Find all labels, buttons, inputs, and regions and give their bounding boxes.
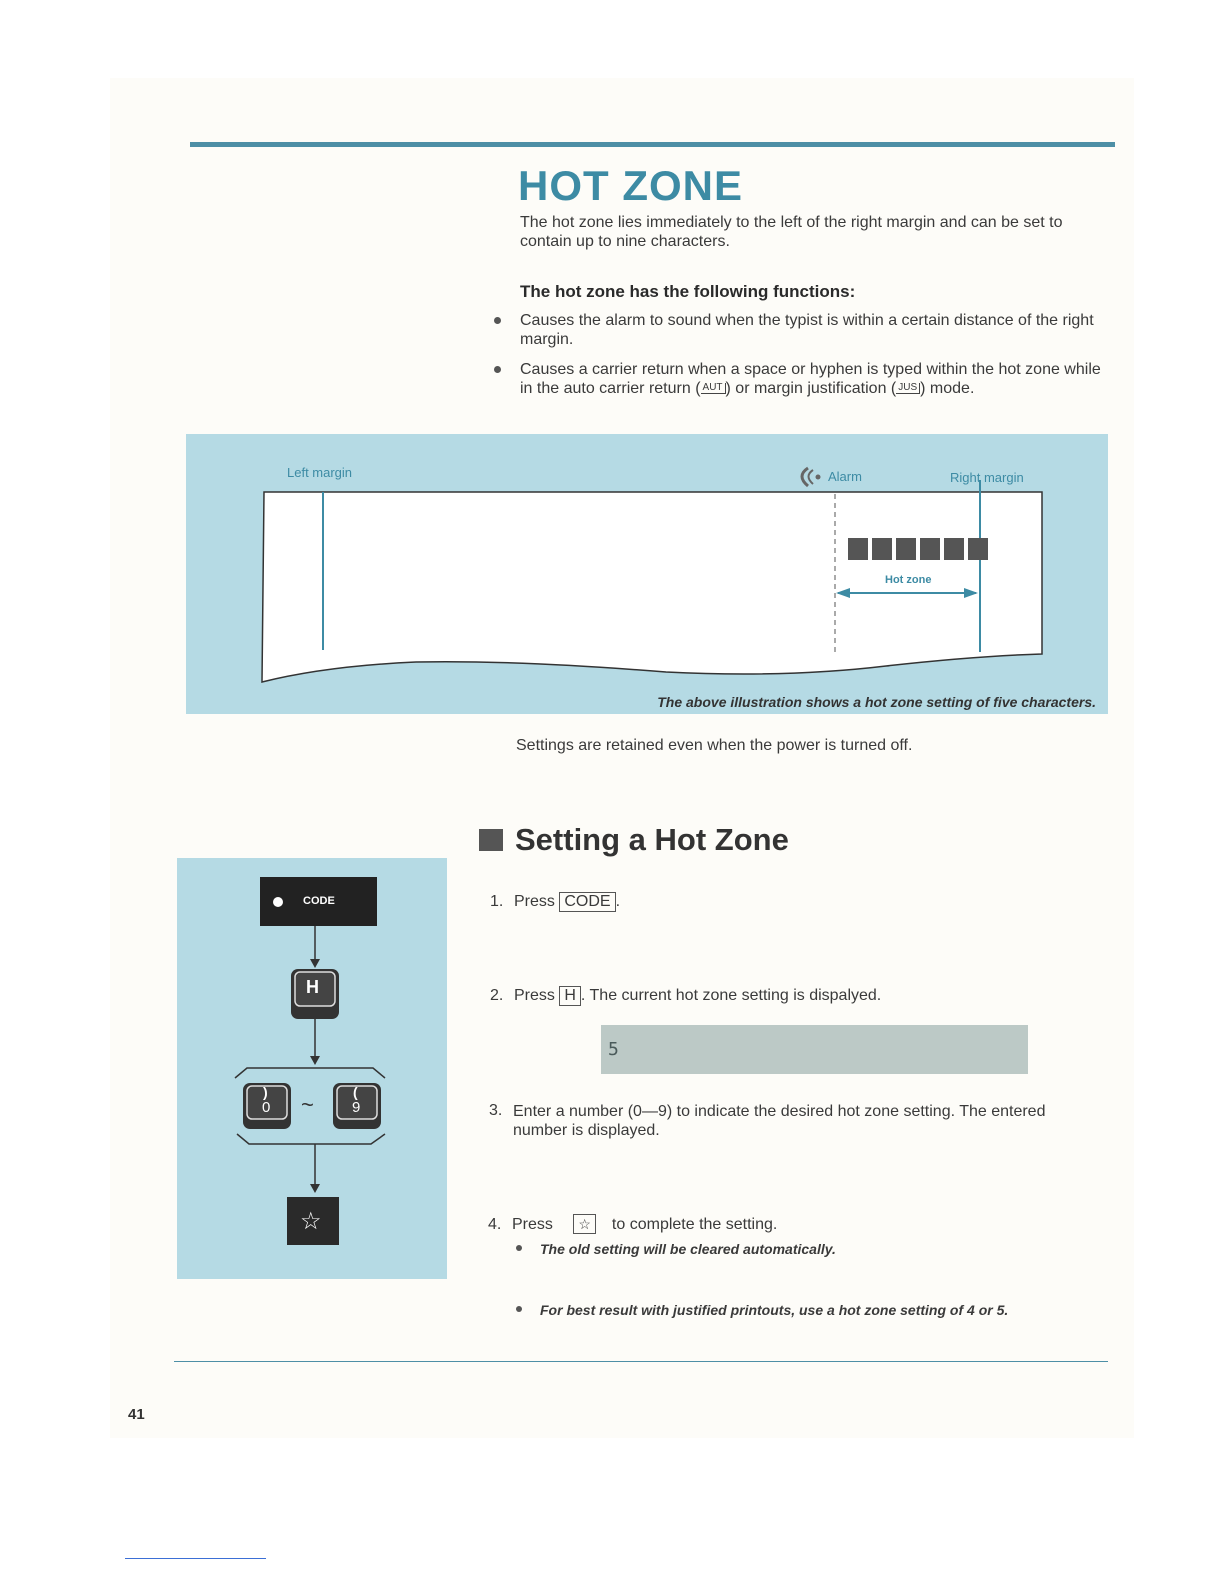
h-key-label: H bbox=[306, 977, 319, 997]
char-block bbox=[848, 538, 868, 560]
bullet-dot bbox=[516, 1245, 522, 1251]
star-icon: ☆ bbox=[300, 1208, 322, 1235]
aut-key-icon: AUT bbox=[701, 383, 726, 394]
h-key-icon: H bbox=[559, 986, 581, 1006]
retained-note: Settings are retained even when the power is turned off. bbox=[516, 737, 913, 754]
code-key-dot bbox=[273, 897, 283, 907]
char-block bbox=[920, 538, 940, 560]
bullet-dot bbox=[494, 317, 501, 324]
display-value: 5 bbox=[608, 1039, 619, 1060]
note-old-setting: The old setting will be cleared automatically. bbox=[516, 1241, 836, 1257]
list-item: Causes the alarm to sound when the typist is within a certain distance of the right margin. bbox=[494, 311, 1106, 349]
nine-key-top: ( bbox=[353, 1084, 358, 1100]
range-bracket-bottom bbox=[237, 1134, 385, 1144]
intro-paragraph: The hot zone lies immediately to the left of the right margin and can be set to contain up to nine characters. bbox=[520, 214, 1063, 250]
footnote-rule bbox=[125, 1558, 266, 1559]
alarm-label: Alarm bbox=[828, 469, 862, 484]
char-block bbox=[968, 538, 988, 560]
section-marker bbox=[479, 829, 503, 851]
functions-heading: The hot zone has the following functions: bbox=[520, 282, 856, 301]
functions-list bbox=[494, 311, 1106, 409]
bottom-rule bbox=[174, 1361, 1108, 1362]
key-sequence-flowchart bbox=[177, 858, 447, 1279]
step-4: 4. Press ☆ to complete the setting. bbox=[488, 1216, 778, 1233]
bullet-dot bbox=[494, 366, 501, 373]
right-margin-label: Right margin bbox=[950, 470, 1024, 485]
nine-key-bottom: 9 bbox=[352, 1099, 361, 1116]
section-title: Setting a Hot Zone bbox=[515, 822, 789, 857]
char-block bbox=[944, 538, 964, 560]
diagram-caption: The above illustration shows a hot zone setting of five characters. bbox=[657, 694, 1096, 710]
note-justified: For best result with justified printouts, use a hot zone setting of 4 or 5. bbox=[516, 1302, 1008, 1318]
zero-key-top: ) bbox=[263, 1084, 268, 1100]
alarm-icon bbox=[802, 468, 821, 486]
char-block bbox=[896, 538, 916, 560]
code-key-icon: CODE bbox=[559, 892, 615, 912]
step-2: 2. Press H . The current hot zone setting is dispalyed. bbox=[490, 987, 882, 1004]
page-number: 41 bbox=[128, 1406, 145, 1423]
range-tilde: ~ bbox=[301, 1092, 314, 1117]
jus-key-icon: JUS bbox=[896, 383, 920, 394]
step-1: 1. Press CODE . bbox=[490, 893, 621, 910]
bullet-dot bbox=[516, 1306, 522, 1312]
star-key-icon: ☆ bbox=[573, 1214, 596, 1234]
top-rule bbox=[190, 142, 1115, 147]
page-title: HOT ZONE bbox=[518, 162, 743, 209]
hot-zone-diagram bbox=[186, 434, 1108, 714]
code-key-label: CODE bbox=[303, 895, 335, 907]
zero-key-bottom: 0 bbox=[262, 1099, 271, 1116]
hot-zone-label: Hot zone bbox=[885, 574, 932, 586]
list-item: Causes a carrier return when a space or hyphen is typed within the hot zone while in the auto carrier return ( AUT ) or margin justification ( JUS ) mode. bbox=[494, 360, 1106, 398]
left-margin-label: Left margin bbox=[287, 465, 353, 480]
paper-sheet bbox=[262, 492, 1042, 682]
step-3: 3. Enter a number (0—9) to indicate the desired hot zone setting. The entered number is displayed. bbox=[489, 1102, 1046, 1139]
range-bracket-top bbox=[235, 1068, 385, 1078]
char-block bbox=[872, 538, 892, 560]
display-panel bbox=[601, 1025, 1028, 1074]
